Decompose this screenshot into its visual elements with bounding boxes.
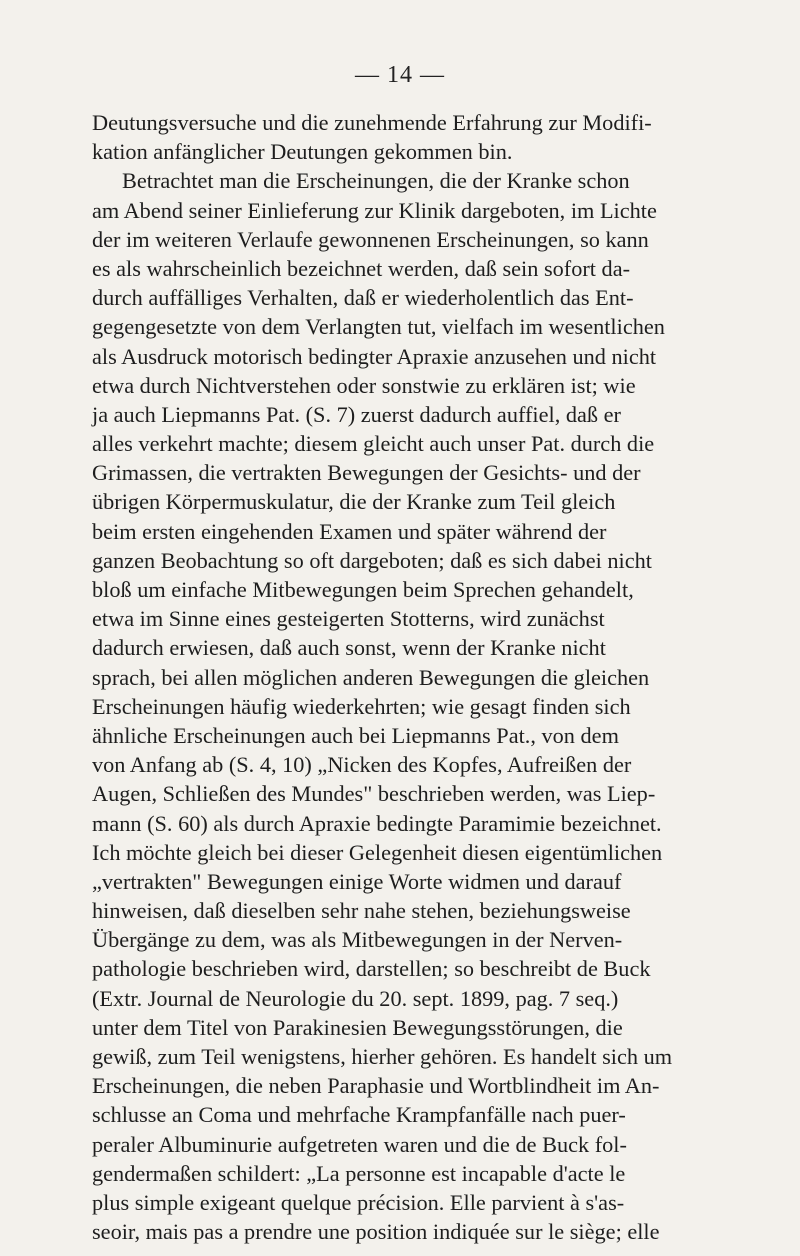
text-line: plus simple exigeant quelque précision. Elle parvient à s'as- [92, 1189, 625, 1215]
text-line: durch auffälliges Verhalten, daß er wiederholentlich das Ent- [92, 285, 634, 311]
text-line: es als wahrscheinlich bezeichnet werden, daß sein sofort da- [92, 255, 631, 281]
text-line: mann (S. 60) als durch Apraxie bedingte Paramimie bezeichnet. [92, 810, 662, 836]
text-line: gegengesetzte von dem Verlangten tut, vielfach im wesentlichen [92, 314, 665, 340]
text-line: dadurch erwiesen, daß auch sonst, wenn der Kranke nicht [92, 635, 606, 661]
text-line: der im weiteren Verlaufe gewonnenen Erscheinungen, so kann [92, 226, 649, 252]
text-line: Ich möchte gleich bei dieser Gelegenheit diesen eigentümlichen [92, 839, 663, 865]
page-number: — 14 — [355, 62, 445, 88]
text-line: als Ausdruck motorisch bedingter Apraxie anzusehen und nicht [92, 343, 657, 369]
text-line: Übergänge zu dem, was als Mitbewegungen in der Nerven- [92, 927, 623, 953]
text-line: Erscheinungen, die neben Paraphasie und Wortblindheit im An- [92, 1073, 660, 1099]
body-text [92, 108, 792, 1246]
text-line: beim ersten eingehenden Examen und später während der [92, 518, 607, 544]
text-line: (Extr. Journal de Neurologie du 20. sept. 1899, pag. 7 seq.) [92, 985, 619, 1011]
text-line: ganzen Beobachtung so oft dargeboten; daß es sich dabei nicht [92, 547, 652, 573]
text-line: ja auch Liepmanns Pat. (S. 7) zuerst dadurch auffiel, daß er [92, 401, 621, 427]
text-line: sprach, bei allen möglichen anderen Bewegungen die gleichen [92, 664, 650, 690]
text-line: Erscheinungen häufig wiederkehrten; wie gesagt finden sich [92, 693, 631, 719]
text-line: Deutungsversuche und die zunehmende Erfahrung zur Modifi- [92, 110, 652, 135]
text-line: etwa im Sinne eines gesteigerten Stotterns, wird zunächst [92, 606, 605, 632]
text-line: alles verkehrt machte; diesem gleicht auch unser Pat. durch die [92, 431, 655, 457]
text-line: pathologie beschrieben wird, darstellen; so beschreibt de Buck [92, 956, 651, 982]
text-line: Augen, Schließen des Mundes" beschrieben werden, was Liep- [92, 781, 656, 807]
text-line: am Abend seiner Einlieferung zur Klinik dargeboten, im Lichte [92, 197, 657, 223]
text-line: ähnliche Erscheinungen auch bei Liepmanns Pat., von dem [92, 722, 619, 748]
text-line: von Anfang ab (S. 4, 10) „Nicken des Kopfes, Aufreißen der [92, 752, 632, 778]
text-line: gendermaßen schildert: „La personne est incapable d'acte le [92, 1160, 626, 1186]
text-line: etwa durch Nichtverstehen oder sonstwie zu erklären ist; wie [92, 372, 636, 398]
text-line: „vertrakten" Bewegungen einige Worte widmen und darauf [92, 868, 622, 894]
text-line: gewiß, zum Teil wenigstens, hierher gehören. Es handelt sich um [92, 1044, 673, 1069]
text-line: peraler Albuminurie aufgetreten waren und die de Buck fol- [92, 1131, 627, 1157]
text-line: übrigen Körpermuskulatur, die der Kranke zum Teil gleich [92, 489, 616, 515]
text-line: schlusse an Coma und mehrfache Krampfanfälle nach puer- [92, 1102, 626, 1128]
text-line: hinweisen, daß dieselben sehr nahe stehen, beziehungsweise [92, 898, 631, 924]
text-line: seoir, mais pas a prendre une position indiquée sur le siège; elle [92, 1219, 660, 1245]
text-line: unter dem Titel von Parakinesien Bewegungsstörungen, die [92, 1014, 623, 1040]
text-line: Grimassen, die vertrakten Bewegungen der Gesichts- und der [92, 460, 641, 486]
text-line: bloß um einfache Mitbewegungen beim Sprechen gehandelt, [92, 577, 634, 602]
paragraph-first-line: Betrachtet man die Erscheinungen, die der Kranke schon [122, 168, 630, 194]
text-line: kation anfänglicher Deutungen gekommen bin. [92, 139, 513, 165]
